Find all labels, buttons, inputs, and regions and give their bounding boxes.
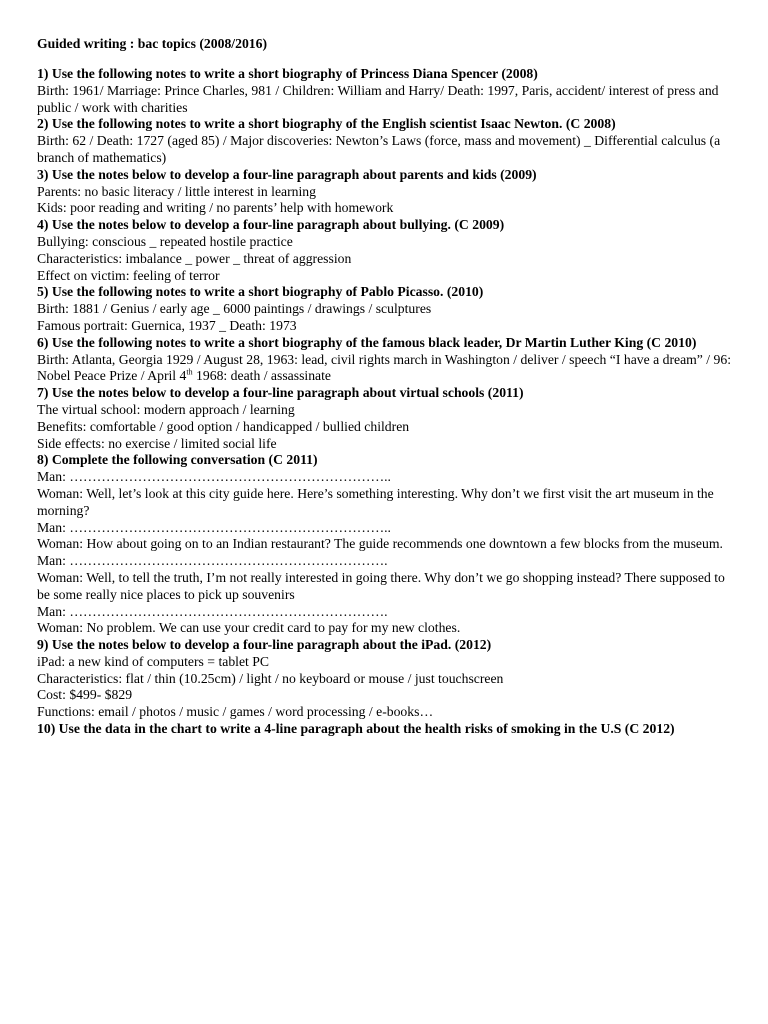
task-6 xyxy=(37,335,737,385)
conversation-line-man: Man: ……………………………………………………………. xyxy=(37,603,388,619)
task-10 xyxy=(37,721,737,738)
document-title: Guided writing : bac topics (2008/2016) xyxy=(37,36,268,51)
ordinal-superscript: th xyxy=(186,367,193,377)
line-text-after-superscript: 1968: death / assassinate xyxy=(192,368,331,384)
conversation-line-woman: Woman: Well, to tell the truth, I’m not really interested in going there. Why don’t we go shopping instead? There supposed to be some really nice places to pick up souvenirs xyxy=(37,569,725,602)
task-heading: 1) Use the following notes to write a short biography of Princess Diana Spencer (2008) xyxy=(37,66,538,81)
task-heading: 8) Complete the following conversation (C 2011) xyxy=(37,452,318,468)
task-line: Kids: poor reading and writing / no parents’ help with homework xyxy=(37,200,394,216)
task-heading: 7) Use the notes below to develop a four-line paragraph about virtual schools (2011) xyxy=(37,385,524,401)
task-2 xyxy=(37,116,737,166)
document-body xyxy=(37,66,737,738)
task-heading: 4) Use the notes below to develop a four-line paragraph about bullying. (C 2009) xyxy=(37,217,505,233)
task-3 xyxy=(37,167,737,217)
conversation-line-man: Man: …………………………………………………………….. xyxy=(37,519,391,535)
task-line-with-superscript xyxy=(37,352,737,386)
task-line: Cost: $499- $829 xyxy=(37,687,133,703)
task-8 xyxy=(37,452,737,637)
task-line: Bullying: conscious _ repeated hostile practice xyxy=(37,233,293,249)
conversation-line-man: Man: …………………………………………………………….. xyxy=(37,469,391,485)
task-heading: 10) Use the data in the chart to write a 4-line paragraph about the health risks of smoking in the U.S (C 2012) xyxy=(37,721,675,737)
task-line: Functions: email / photos / music / games / word processing / e-books… xyxy=(37,704,434,720)
task-line: iPad: a new kind of computers = tablet PC xyxy=(37,653,270,669)
task-heading: 3) Use the notes below to develop a four-line paragraph about parents and kids (2009) xyxy=(37,166,537,182)
task-line: Famous portrait: Guernica, 1937 _ Death: 1973 xyxy=(37,317,297,333)
task-line: Birth: 62 / Death: 1727 (aged 85) / Major discoveries: Newton’s Laws (force, mass and movement) _ Differential calculus (a branch of mathematics) xyxy=(37,133,721,165)
task-line: The virtual school: modern approach / learning xyxy=(37,401,295,417)
line-text-before-superscript: Birth: Atlanta, Georgia 1929 / August 28, 1963: lead, civil rights march in Washington / deliver / speech “I have a dream” / 96: Nobel Peace Prize / April 4 xyxy=(37,351,732,384)
conversation-line-man: Man: ……………………………………………………………. xyxy=(37,553,388,569)
task-heading: 5) Use the following notes to write a short biography of Pablo Picasso. (2010) xyxy=(37,284,484,300)
task-9 xyxy=(37,637,737,721)
task-line: Benefits: comfortable / good option / handicapped / bullied children xyxy=(37,418,410,434)
task-line: Effect on victim: feeling of terror xyxy=(37,267,220,283)
task-heading: 6) Use the following notes to write a short biography of the famous black leader, Dr Martin Luther King (C 2010) xyxy=(37,334,697,350)
task-line: Side effects: no exercise / limited social life xyxy=(37,435,277,451)
task-heading: 2) Use the following notes to write a short biography of the English scientist Isaac Newton. (C 2008) xyxy=(37,116,616,132)
task-5 xyxy=(37,284,737,334)
task-7 xyxy=(37,385,737,452)
task-line: Characteristics: flat / thin (10.25cm) / light / no keyboard or mouse / just touchscreen xyxy=(37,670,504,686)
conversation-line-woman: Woman: How about going on to an Indian restaurant? The guide recommends one downtown a few blocks from the museum. xyxy=(37,536,723,552)
task-heading: 9) Use the notes below to develop a four-line paragraph about the iPad. (2012) xyxy=(37,637,492,653)
task-4 xyxy=(37,217,737,284)
task-line: Parents: no basic literacy / little interest in learning xyxy=(37,183,316,199)
task-line: Characteristics: imbalance _ power _ threat of aggression xyxy=(37,250,352,266)
task-line: Birth: 1961/ Marriage: Prince Charles, 981 / Children: William and Harry/ Death: 1997, Paris, accident/ interest of press and public / work with charities xyxy=(37,82,719,115)
task-1 xyxy=(37,66,737,116)
conversation-line-woman: Woman: Well, let’s look at this city guide here. Here’s something interesting. Why don’t we first visit the art museum in the morning? xyxy=(37,485,714,518)
task-line: Birth: 1881 / Genius / early age _ 6000 paintings / drawings / sculptures xyxy=(37,301,432,317)
conversation-line-woman: Woman: No problem. We can use your credit card to pay for my new clothes. xyxy=(37,620,461,636)
